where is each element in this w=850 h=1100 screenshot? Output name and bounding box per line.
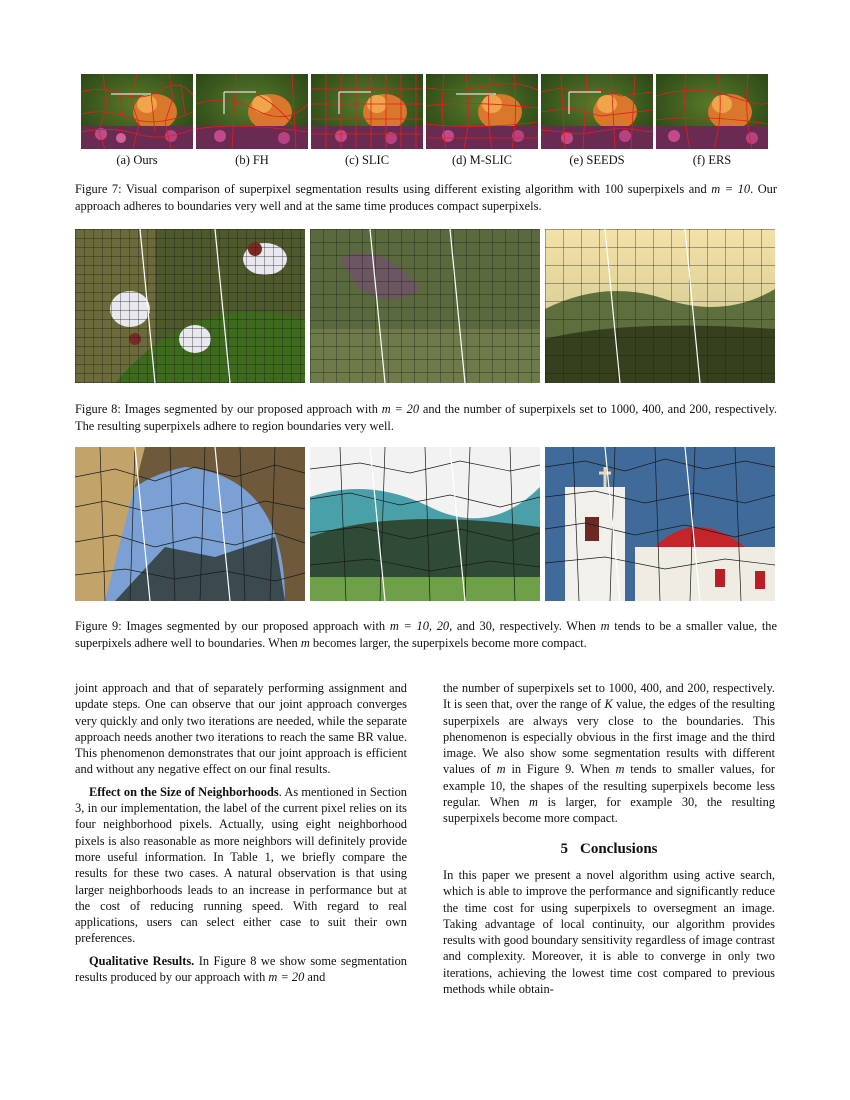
paragraph-qualitative-continued: the number of superpixels set to 1000, 400, and 200, respectively. It is seen that, over the range of K value, the edges of the resulting superpixels are always very close to the boundaries. This phenomenon is especially obvious in the first image and the third image. We also show some segmentation results with different values of m in Figure 9. When m tends to smaller values, for example 10, the shapes of the resulting superpixels become less regular. When m is larger, for example 30, the resulting superpixels become more compact. <box>443 681 776 826</box>
section-number: 5 <box>560 840 568 857</box>
figure9-image-arch <box>75 447 305 601</box>
mountains-segmentation-image <box>310 447 540 601</box>
figure7-label-slic: (c) SLIC <box>344 153 390 167</box>
butterfly-segmentation-image <box>311 74 423 149</box>
figure7-panel-ers <box>656 74 768 149</box>
butterfly-segmentation-image <box>81 74 193 149</box>
figure8-image-rock <box>310 229 540 383</box>
paragraph-neighborhoods-title: Effect on the Size of Neighborhoods <box>89 784 279 799</box>
flowers-segmentation-image <box>75 229 305 383</box>
paragraph-conclusions: In this paper we present a novel algorithm using active search, which is able to improve the performance and significantly reduce the time cost for using superpixels to oversegment an image. Taking advantage of local continuity, our algorithm provides results with good boundary sensitivity regardless of image contrast and complexity. Moreover, it is able to converge in only two iterations, achieving the lowest time cost compared to previous methods while obtain- <box>443 867 775 997</box>
figure9-image-mountains <box>310 447 540 601</box>
figure8-image-flowers <box>75 229 305 383</box>
figure9-caption: Figure 9: Images segmented by our proposed approach with m = 10, 20, and 30, respectively. When m tends to be a smaller value, the superpixels adhere well to boundaries. When m becomes larger, the superpixels become more compact. <box>75 619 777 650</box>
figure7-label-mslic: (d) M-SLIC <box>451 153 513 167</box>
left-column <box>75 680 407 985</box>
figure8-caption: Figure 8: Images segmented by our proposed approach with m = 20 and the number of superpixels set to 1000, 400, and 200, respectively. The resulting superpixels adhere to region boundaries very well. <box>75 402 778 433</box>
butterfly-segmentation-image <box>196 74 308 149</box>
figure7-panel-slic <box>311 74 423 149</box>
paragraph-neighborhoods: Effect on the Size of Neighborhoods. As mentioned in Section 3, in our implementation, the label of the current pixel relies on its four neighborhood pixels. Actually, using eight neighborhood pixels is also reasonable as more neighbors will definitely provide more useful information. In Table 1, we briefly compare the results for these two cases. A natural observation is that using larger neighborhoods leads to an increase in performance but at the cost of reducing running speed. With regard to real applications, users can select either case to suit their own preferences. <box>75 784 407 946</box>
paragraph-joint-approach: joint approach and that of separately performing assignment and update steps. One can observe that our joint approach converges very quickly and only two iterations are needed, while the separate approach needs another two iterations to reach the same BR value. This phenomenon demonstrates that our joint approach is efficient and without any negative effect on our final results. <box>75 681 407 777</box>
arch-segmentation-image <box>75 447 305 601</box>
figure7-panel-mslic <box>426 74 538 149</box>
figure9-image-church <box>545 447 775 601</box>
paragraph-qualitative: Qualitative Results. In Figure 8 we show some segmentation results produced by our approach with m = 20 and <box>75 953 407 985</box>
figure8-image-hills <box>545 229 775 383</box>
butterfly-segmentation-image <box>541 74 653 149</box>
section-heading-conclusions <box>443 841 775 857</box>
right-column <box>443 680 775 997</box>
hills-segmentation-image <box>545 229 775 383</box>
figure7-caption: Figure 7: Visual comparison of superpixel segmentation results using different existing algorithm with 100 superpixels and m = 10. Our approach adheres to boundaries very well and at the same time produces compact superpixels. <box>75 182 777 213</box>
church-segmentation-image <box>545 447 775 601</box>
figure7-label-ours: (a) Ours <box>116 153 158 167</box>
section-title: Conclusions <box>579 840 658 857</box>
figure7-panel-ours <box>81 74 193 149</box>
figure7-label-seeds: (e) SEEDS <box>569 153 625 167</box>
butterfly-segmentation-image <box>426 74 538 149</box>
paragraph-qualitative-title: Qualitative Results. <box>89 953 195 968</box>
figure7-panel-fh <box>196 74 308 149</box>
butterfly-segmentation-image <box>656 74 768 149</box>
figure7-panel-seeds <box>541 74 653 149</box>
figure7-label-fh: (b) FH <box>235 153 269 167</box>
figure7-label-ers: (f) ERS <box>692 153 732 167</box>
rock-segmentation-image <box>310 229 540 383</box>
